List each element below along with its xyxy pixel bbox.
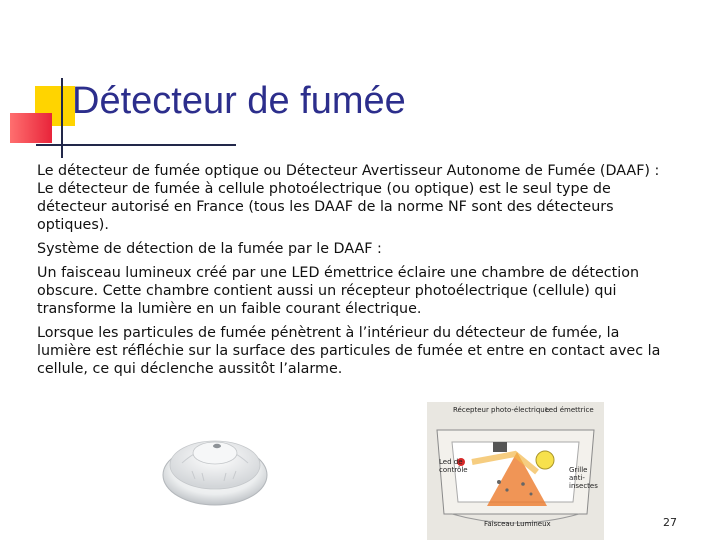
diagram-label-led-control: Led de contrôle [439,458,468,474]
title-ornament-horizontal-line [36,144,236,146]
slide-title: Détecteur de fumée [72,80,406,122]
diagram-label-receiver: Récepteur photo-électrique [453,406,550,414]
diagram-label-led-emitter: Led émettrice [545,406,594,414]
title-ornament-red [10,113,52,143]
paragraph-system-heading: Système de détection de la fumée par le DAAF : [37,241,382,257]
paragraph-beam: Un faisceau lumineux créé par une LED émettrice éclaire une chambre de détection obscure. Cette chambre contient aussi un récepteur photoélectrique (cellule) qui transforme la lumière en un faible courant électrique. [37,265,640,317]
title-ornament-vertical-line [61,78,63,158]
slide-body [37,162,677,384]
paragraph-particles: Lorsque les particules de fumée pénètrent à l’intérieur du détecteur de fumée, la lumière est réfléchie sur la surface des particules de fumée et entre en contact avec la cellule, ce qui déclenche aussitôt l’alarme. [37,325,661,377]
detector-cross-section-diagram [427,402,604,540]
smoke-detector-image [160,413,270,513]
diagram-label-beam: Faisceau Lumineux [484,520,551,528]
diagram-label-grille: Grille anti-insectes [569,466,598,490]
paragraph-intro: Le détecteur de fumée optique ou Détecteur Avertisseur Autonome de Fumée (DAAF) : Le détecteur de fumée à cellule photoélectrique (ou optique) est le seul type de détecteur autorisé en France (tous les DAAF de la norme NF sont des détecteurs optiques). [37,163,660,233]
page-number: 27 [663,516,677,529]
